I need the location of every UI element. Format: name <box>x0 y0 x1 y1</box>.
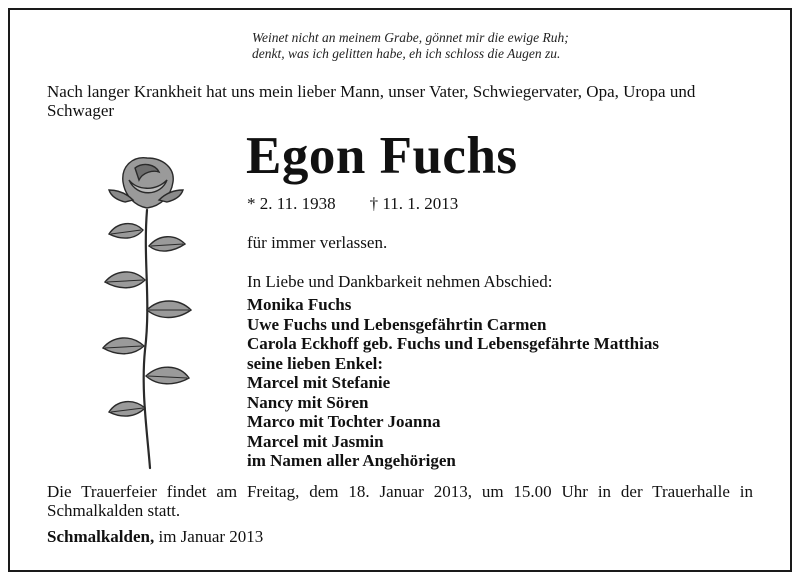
birth-date: * 2. 11. 1938 <box>247 194 336 213</box>
funeral-service-text: Die Trauerfeier findet am Freitag, dem 18. Januar 2013, um 15.00 Uhr in der Trauerhalle in Schmalkalden statt. <box>47 482 753 520</box>
mourner-item: Monika Fuchs <box>247 295 352 314</box>
signoff <box>47 527 263 547</box>
signoff-date: im Januar 2013 <box>158 527 264 546</box>
mourner-item: Marcel mit Stefanie <box>247 373 391 392</box>
mourners-list <box>247 295 659 471</box>
mourner-item: Carola Eckhoff geb. Fuchs und Lebensgefährte Matthias <box>247 334 659 353</box>
verse-line-2: denkt, was ich gelitten habe, eh ich schloss die Augen zu. <box>252 46 561 61</box>
intro-text: Nach langer Krankheit hat uns mein lieber Mann, unser Vater, Schwiegervater, Opa, Uropa und Schwager <box>47 82 696 120</box>
mourner-item: im Namen aller Angehörigen <box>247 451 456 470</box>
mourner-item: seine lieben Enkel: <box>247 353 384 373</box>
leaving-text: für immer verlassen. <box>247 233 388 252</box>
death-date: † 11. 1. 2013 <box>369 194 459 213</box>
life-dates <box>247 194 458 214</box>
mourner-item: Nancy mit Sören <box>247 392 369 412</box>
signoff-place: Schmalkalden, <box>47 527 155 546</box>
mourner-item: Marco mit Tochter Joanna <box>247 412 441 431</box>
mourner-item: Marcel mit Jasmin <box>247 431 384 451</box>
farewell-text: In Liebe und Dankbarkeit nehmen Abschied: <box>247 272 553 291</box>
mourner-item: Uwe Fuchs und Lebensgefährtin Carmen <box>247 314 547 334</box>
memorial-verse <box>252 30 672 62</box>
rose-icon <box>95 150 200 470</box>
verse-line-1: Weinet nicht an meinem Grabe, gönnet mir die ewige Ruh; <box>252 30 569 45</box>
deceased-name: Egon Fuchs <box>246 127 518 185</box>
